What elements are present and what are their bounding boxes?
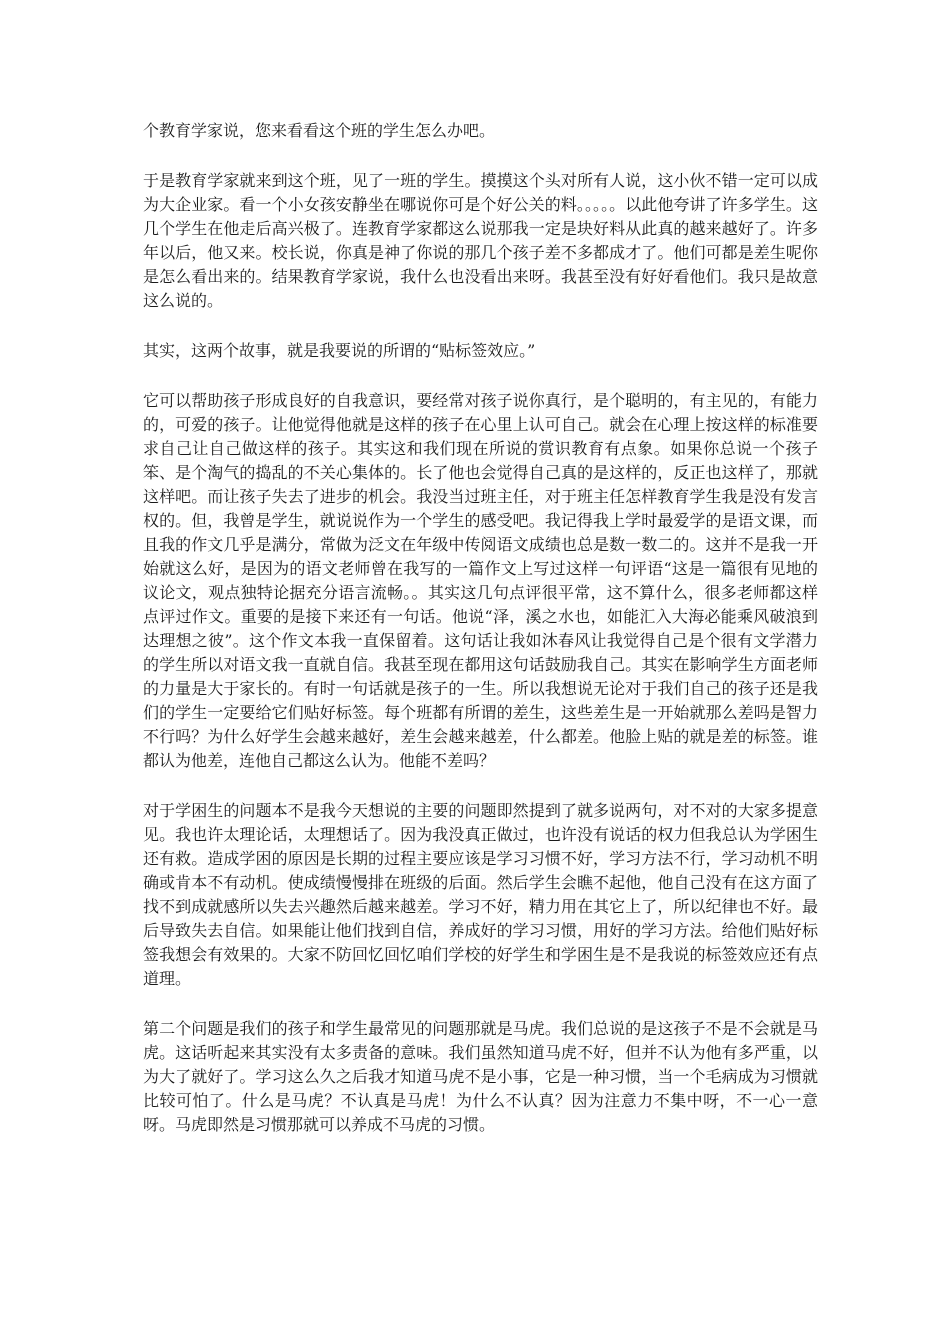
paragraph-1: 个教育学家说，您来看看这个班的学生怎么办吧。 [143,121,496,140]
paragraph-2: 于是教育学家就来到这个班，见了一班的学生。摸摸这个头对所有人说，这小伙不错一定可以成为大企业家。看一个小女孩安静坐在哪说你可是个好公关的料。。。。。以此他夸讲了许多学生。这几个学生在他走后高兴极了。连教育学家都这么说那我一定是块好料从此真的越来越好了。许多年以后，他又来。校长说，你真是神了你说的那几个孩子差不多都成才了。他们可都是差生呢你是怎么看出来的。结果教育学家说，我什么也没看出来呀。我甚至没有好好看他们。我只是故意这么说的。 [143,171,818,310]
paragraph-6: 第二个问题是我们的孩子和学生最常见的问题那就是马虎。我们总说的是这孩子不是不会就是马虎。这话听起来其实没有太多责备的意味。我们虽然知道马虎不好，但并不认为他有多严重，以为大了就好了。学习这么久之后我才知道马虎不是小事，它是一种习惯，当一个毛病成为习惯就比较可怕了。什么是马虎？不认真是马虎！为什么不认真？因为注意力不集中呀，不一心一意呀。马虎即然是习惯那就可以养成不马虎的习惯。 [143,1019,818,1134]
document-page [143,119,818,1163]
paragraph-3: 其实，这两个故事，就是我要说的所谓的“贴标签效应。” [143,341,536,360]
paragraph-4: 它可以帮助孩子形成良好的自我意识，要经常对孩子说你真行，是个聪明的，有主见的，有能力的，可爱的孩子。让他觉得他就是这样的孩子在心里上认可自己。就会在心理上按这样的标准要求自己让自己做这样的孩子。其实这和我们现在所说的赏识教育有点象。如果你总说一个孩子笨、是个淘气的捣乱的不关心集体的。长了他也会觉得自己真的是这样的，反正也这样了，那就这样吧。而让孩子失去了进步的机会。我没当过班主任，对于班主任怎样教育学生我是没有发言权的。但，我曾是学生，就说说作为一个学生的感受吧。我记得我上学时最爱学的是语文课，而且我的作文几乎是满分，常做为泛文在年级中传阅语文成绩也总是数一数二的。这并不是我一开始就这么好，是因为的语文老师曾在我写的一篇作文上写过这样一句评语“这是一篇很有见地的议论文，观点独特论据充分语言流畅。。其实这几句点评很平常，这不算什么，很多老师都这样点评过作文。重要的是接下来还有一句话。他说“泽，溪之水也，如能汇入大海必能乘风破浪到达理想之彼”。这个作文本我一直保留着。这句话让我如沐春风让我觉得自己是个很有文学潜力的学生所以对语文我一直就自信。我甚至现在都用这句话鼓励我自己。其实在影响学生方面老师的力量是大于家长的。有时一句话就是孩子的一生。所以我想说无论对于我们自己的孩子还是我们的学生一定要给它们贴好标签。每个班都有所谓的差生，这些差生是一开始就那么差吗是智力不行吗？为什么好学生会越来越好，差生会越来越差，什么都差。他脸上贴的就是差的标签。谁都认为他差，连他自己都这么认为。他能不差吗？ [143,391,818,770]
paragraph-5: 对于学困生的问题本不是我今天想说的主要的问题即然提到了就多说两句，对不对的大家多提意见。我也许太理论话，太理想话了。因为我没真正做过，也许没有说话的权力但我总认为学困生还有救。造成学困的原因是长期的过程主要应该是学习习惯不好，学习方法不行，学习动机不明确或肯本不有动机。使成绩慢慢排在班级的后面。然后学生会瞧不起他，他自己没有在这方面了找不到成就感所以失去兴趣然后越来越差。学习不好，精力用在其它上了，所以纪律也不好。最后导致失去自信。如果能让他们找到自信，养成好的学习习惯，用好的学习方法。给他们贴好标签我想会有效果的。大家不防回忆回忆咱们学校的好学生和学困生是不是我说的标签效应还有点道理。 [143,801,818,988]
